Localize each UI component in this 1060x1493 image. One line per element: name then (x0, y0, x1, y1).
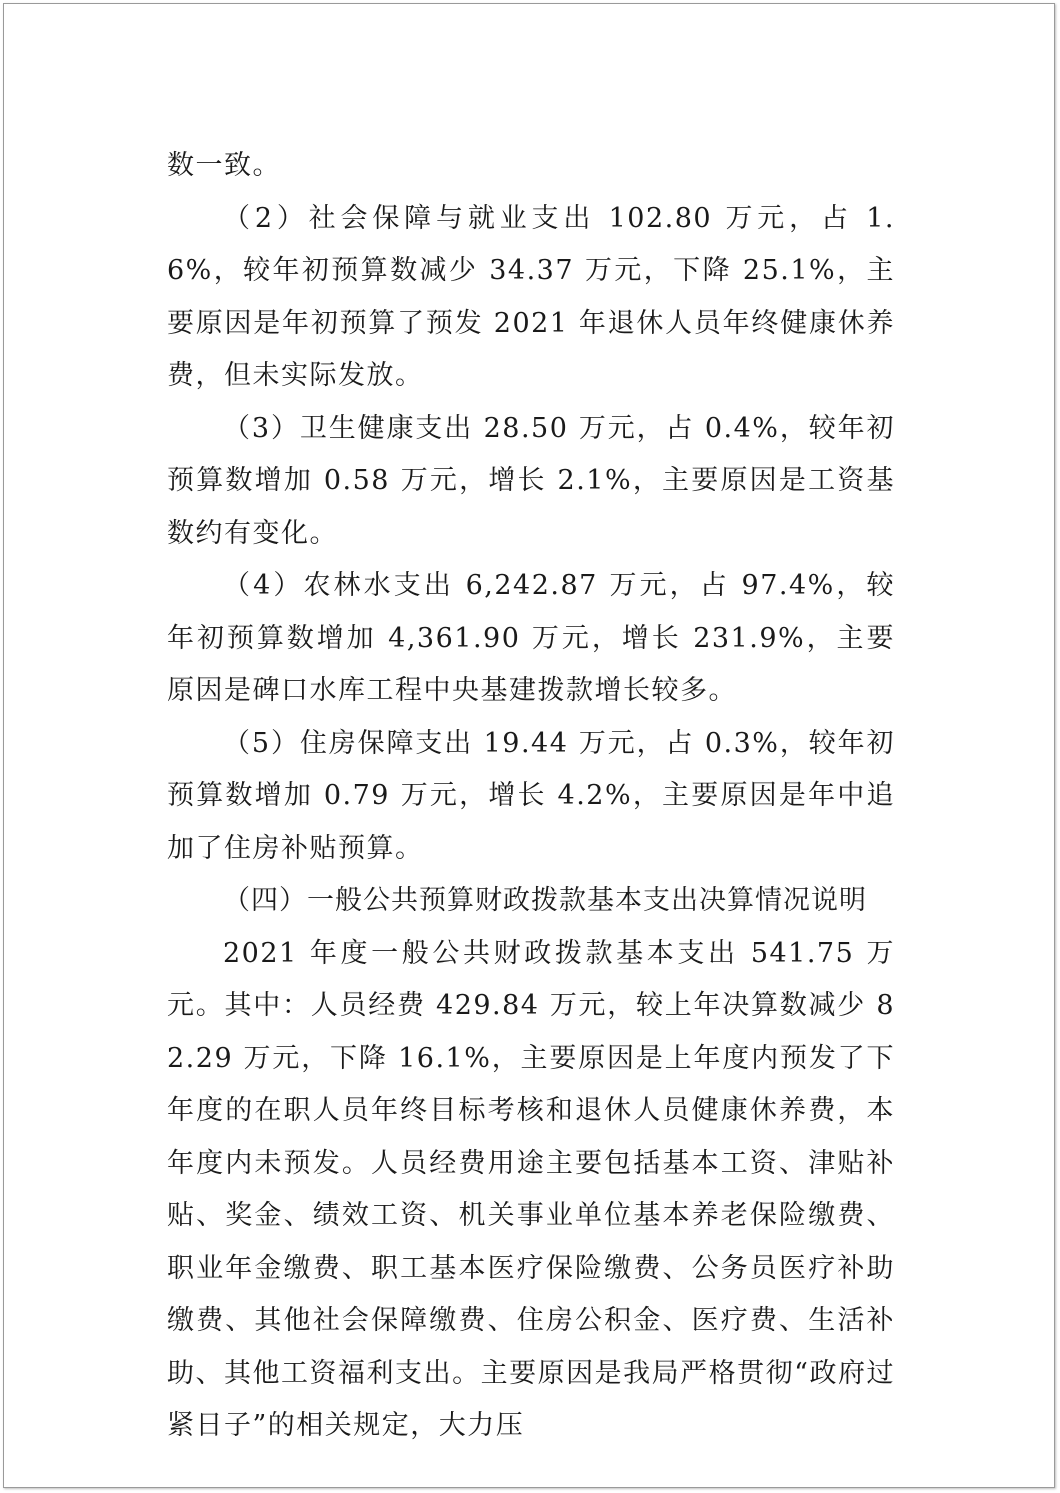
paragraph-social-security: （2）社会保障与就业支出 102.80 万元，占 1.6%，较年初预算数减少 34.37 万元，下降 25.1%，主要原因是年初预算了预发 2021 年退休人员年终健康休养费，但未实际发放。 (167, 202, 895, 391)
paragraph-basic-expenditure: 2021 年度一般公共财政拨款基本支出 541.75 万元。其中：人员经费 429.84 万元，较上年决算数减少 82.29 万元，下降 16.1%，主要原因是上年度内预发了下年度的在职人员年终目标考核和退休人员健康休养费，本年度内未预发。人员经费用途主要包括基本工资、津贴补贴、奖金、绩效工资、机关事业单位基本养老保险缴费、职业年金缴费、职工基本医疗保险缴费、公务员医疗补助缴费、其他社会保障缴费、住房公积金、医疗费、生活补助、其他工资福利支出。主要原因是我局严格贯彻“政府过紧日子”的相关规定，大力压 (167, 937, 895, 1441)
paragraph-continuation: 数一致。 (167, 150, 281, 181)
paragraph-housing: （5）住房保障支出 19.44 万元，占 0.3%，较年初预算数增加 0.79 万元，增长 4.2%，主要原因是年中追加了住房补贴预算。 (167, 727, 895, 864)
section-heading: （四）一般公共预算财政拨款基本支出决算情况说明 (223, 885, 867, 916)
document-body (167, 140, 895, 1453)
paragraph-agriculture: （4）农林水支出 6,242.87 万元，占 97.4%，较年初预算数增加 4,361.90 万元，增长 231.9%，主要原因是碑口水库工程中央基建拨款增长较多。 (167, 570, 895, 706)
paragraph-health: （3）卫生健康支出 28.50 万元，占 0.4%，较年初预算数增加 0.58 万元，增长 2.1%，主要原因是工资基数约有变化。 (167, 412, 895, 549)
